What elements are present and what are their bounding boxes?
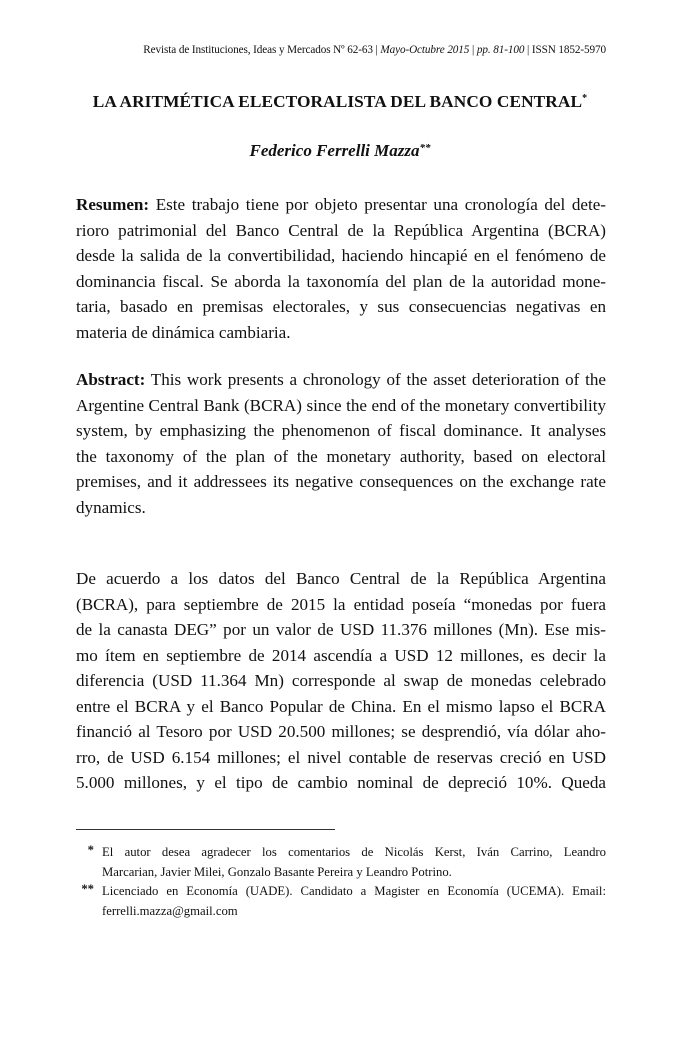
author-line bbox=[40, 141, 640, 161]
resumen-line: materia de dinámica cambiaria. bbox=[76, 322, 291, 342]
abstract-line: system, by emphasizing the phenomenon of fiscal dominance. It analyses bbox=[76, 421, 606, 440]
abstract-line: Abstract: This work presents a chronology of the asset deterioration of the bbox=[76, 370, 606, 389]
body-line: De acuerdo a los datos del Banco Central de la República Argentina bbox=[76, 569, 606, 588]
author-name: Federico Ferrelli Mazza bbox=[249, 141, 420, 160]
resumen-line: desde la salida de la convertibilidad, haciendo hincapié en el fenómeno de bbox=[76, 246, 606, 265]
body-line: entre el BCRA y el Banco Popular de China. En el mismo lapso el BCRA bbox=[76, 696, 606, 716]
resumen-line: taria, basado en premisas electorales, y sus consecuencias negativas en bbox=[76, 297, 606, 316]
body-line: de la canasta DEG” por un valor de USD 11.376 millones (Mn). Ese mis- bbox=[76, 620, 606, 639]
running-header bbox=[76, 44, 606, 56]
footnote-line: El autor desea agradecer los comentarios de Nicolás Kerst, Iván Carrino, Leandro bbox=[102, 845, 606, 859]
footnote-line: Marcarian, Javier Milei, Gonzalo Basante Pereira y Leandro Potrino. bbox=[102, 864, 452, 879]
resumen-line: Resumen: Este trabajo tiene por objeto presentar una cronología del dete- bbox=[76, 195, 606, 214]
abstract-line: Argentine Central Bank (BCRA) since the end of the monetary convertibility bbox=[76, 395, 606, 415]
journal-name: Revista de Instituciones, Ideas y Mercados Nº 62-63 bbox=[143, 44, 373, 56]
abstract-line: premises, and it addressees its negative consequences on the exchange rate bbox=[76, 472, 606, 491]
body-line: financió al Tesoro por USD 20.500 millones; se desprendió, vía dólar aho- bbox=[76, 722, 606, 741]
body-paragraph bbox=[76, 566, 606, 796]
footnote-mark: ** bbox=[81, 882, 94, 896]
abstract-paragraph bbox=[76, 367, 606, 520]
resumen-paragraph bbox=[76, 192, 606, 345]
body-line: rro, de USD 6.154 millones; el nivel contable de reservas creció en USD bbox=[76, 747, 606, 767]
body-line: diferencia (USD 11.364 Mn) corresponde al swap de monedas celebrado bbox=[76, 671, 606, 690]
body-line: 5.000 millones, y el tipo de cambio nominal de depreció 10%. Queda bbox=[76, 773, 606, 792]
resumen-label: Resumen: bbox=[76, 195, 150, 214]
footnote-mark: * bbox=[87, 843, 94, 857]
footnote-2 bbox=[76, 882, 606, 921]
page-range: pp. 81-100 bbox=[476, 44, 525, 56]
issn: ISSN 1852-5970 bbox=[531, 44, 606, 56]
title-footnote-mark: * bbox=[582, 93, 588, 104]
author-footnote-mark: ** bbox=[419, 142, 431, 154]
footnote-1 bbox=[76, 843, 606, 882]
body-line: (BCRA), para septiembre de 2015 la entidad poseía “monedas por fuera bbox=[76, 594, 606, 614]
header-separator: | bbox=[524, 44, 532, 56]
header-separator: | bbox=[469, 44, 477, 56]
abstract-line: the taxonomy of the plan of the monetary authority, based on electoral bbox=[76, 446, 606, 466]
resumen-line: rioro patrimonial del Banco Central de la República Argentina (BCRA) bbox=[76, 220, 606, 240]
resumen-line: dominancia fiscal. Se aborda la taxonomía del plan de la autoridad mone- bbox=[76, 271, 606, 291]
body-line: mo ítem en septiembre de 2014 ascendía a USD 12 millones, es decir la bbox=[76, 645, 606, 665]
footnote-line: Licenciado en Economía (UADE). Candidato a Magister en Economía (UCEMA). Email: bbox=[102, 884, 606, 898]
issue-period: Mayo-Octubre 2015 bbox=[380, 44, 470, 56]
footnote-email[interactable]: ferrelli.mazza@gmail.com bbox=[102, 903, 238, 918]
article-title-text: LA ARITMÉTICA ELECTORALISTA DEL BANCO CENTRAL bbox=[92, 92, 583, 111]
header-separator: | bbox=[372, 44, 381, 56]
abstract-line: dynamics. bbox=[76, 497, 146, 517]
abstract-label: Abstract: bbox=[76, 370, 146, 389]
footnote-separator bbox=[76, 829, 335, 830]
article-title bbox=[40, 92, 640, 112]
